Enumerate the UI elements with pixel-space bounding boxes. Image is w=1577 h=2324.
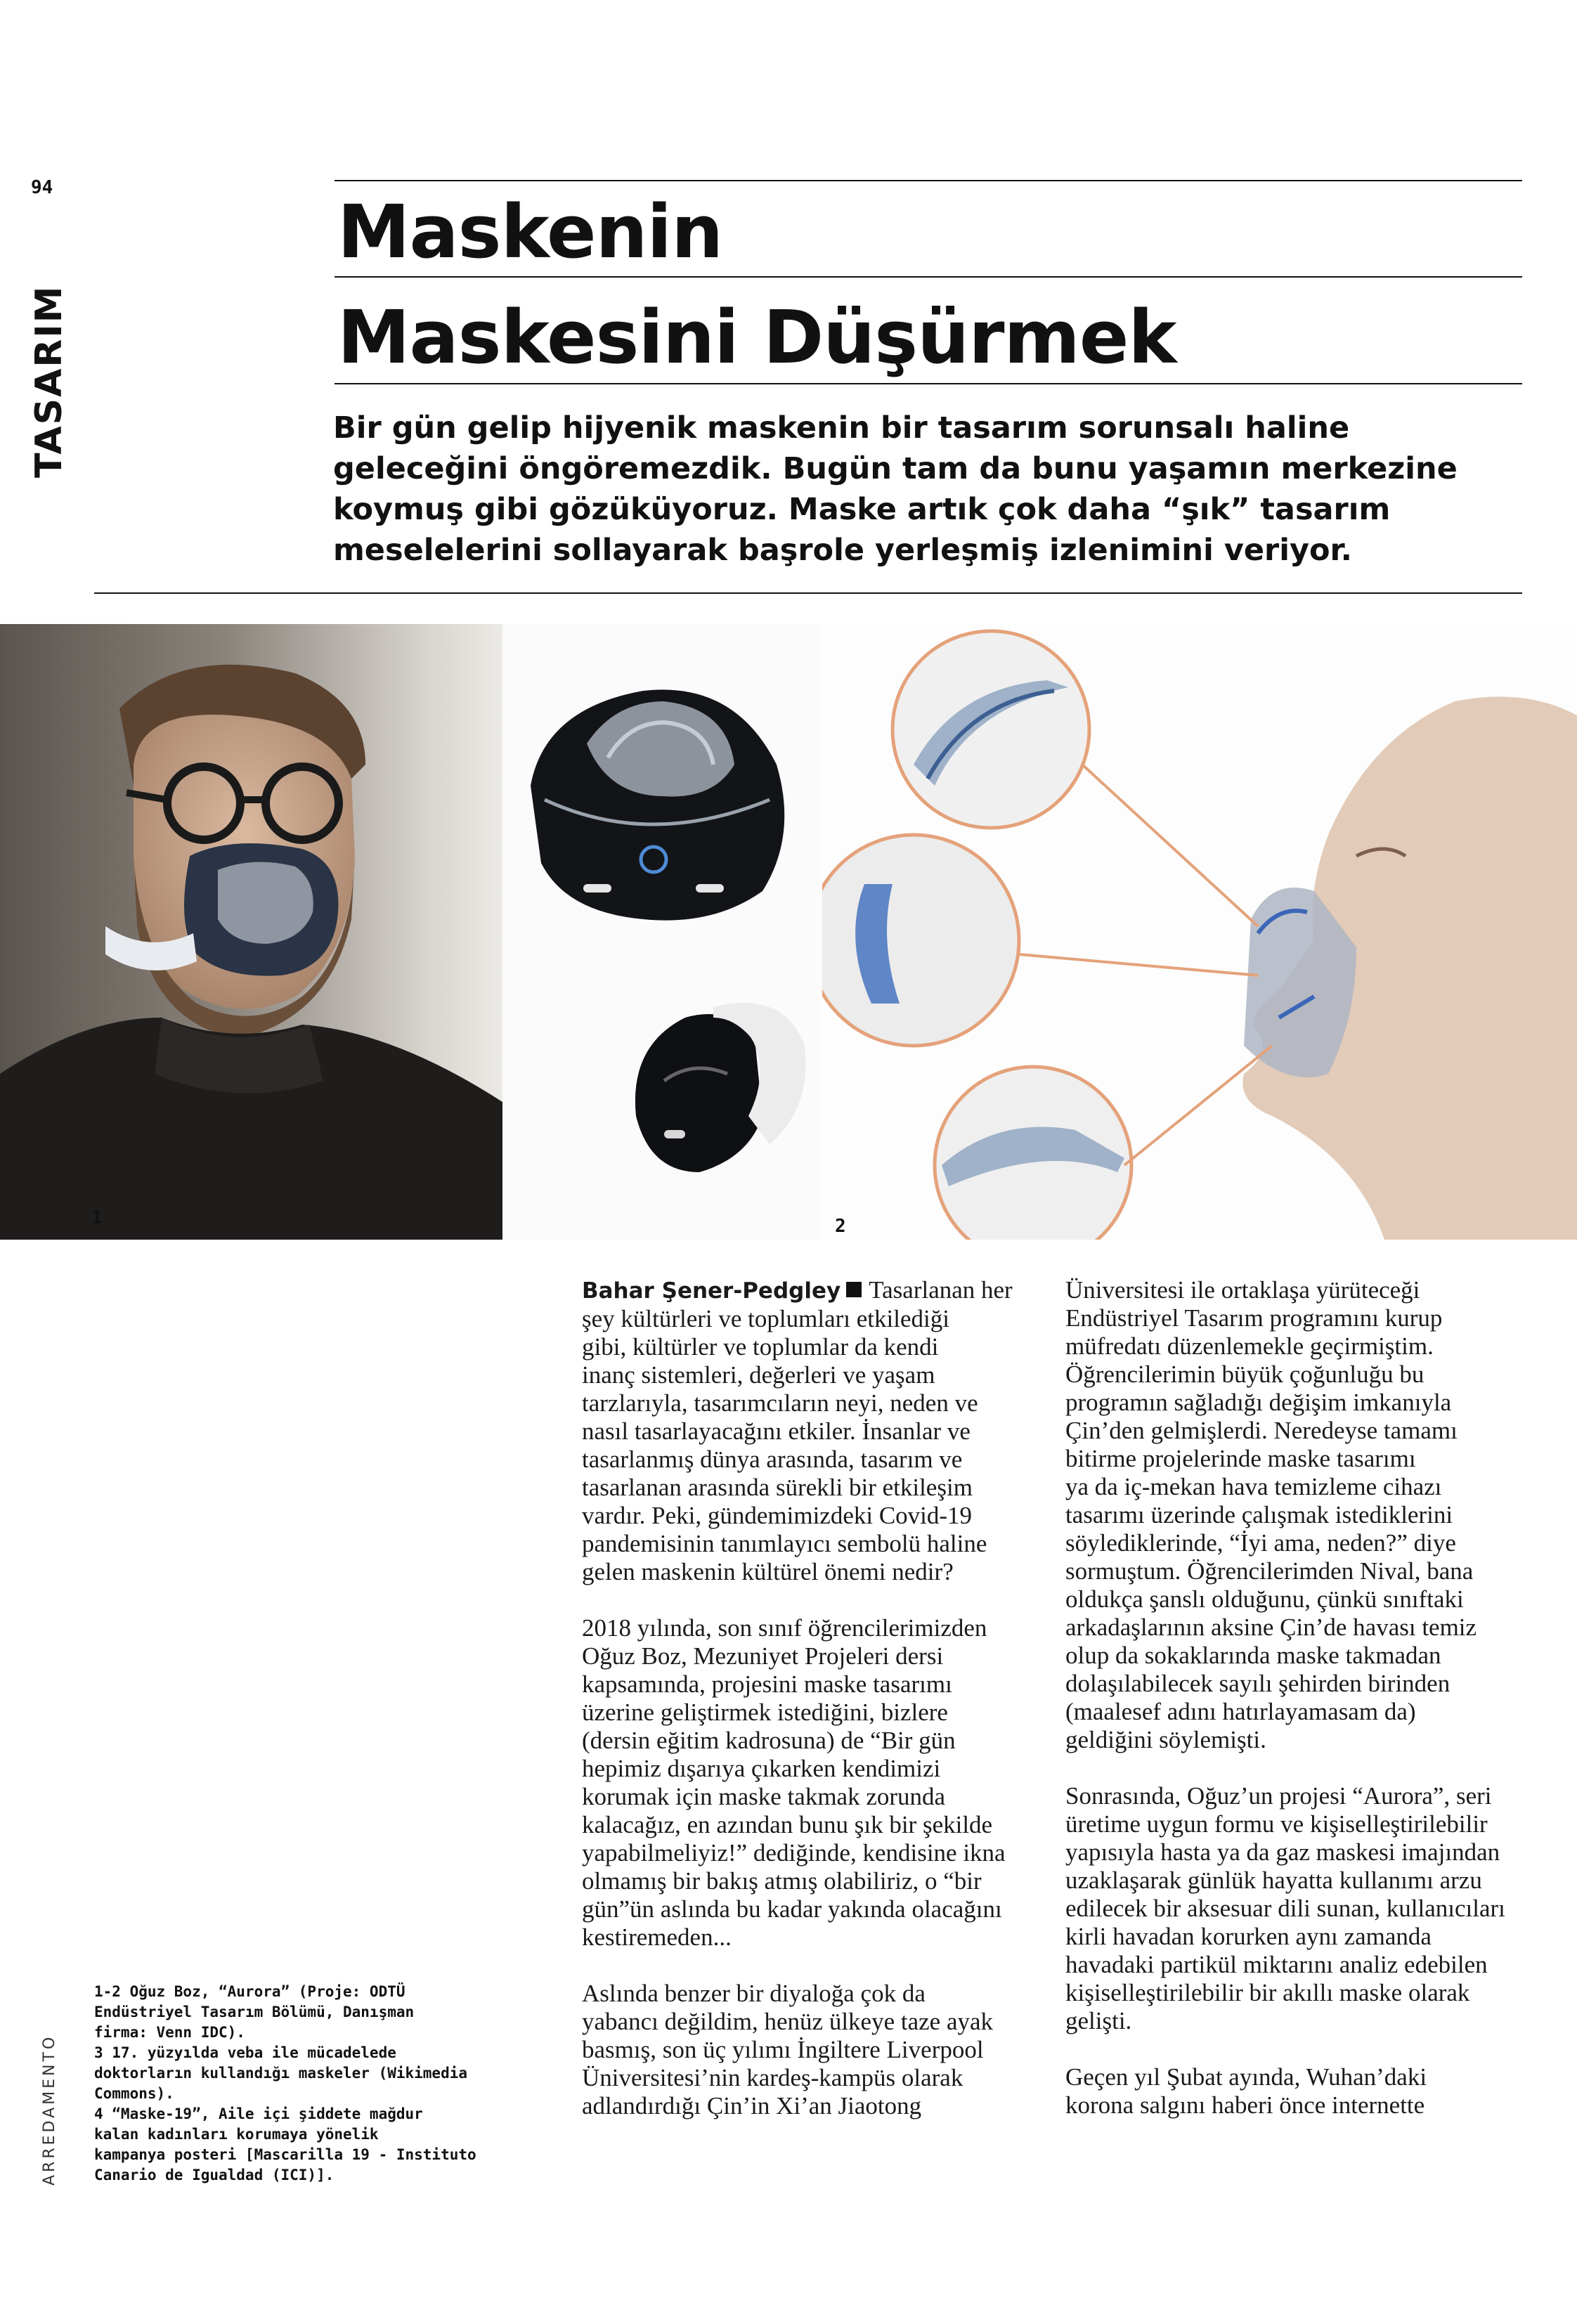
byline: Bahar Şener-Pedgley — [582, 1278, 841, 1304]
body-line: vardır. Peki, gündemimizdeki Covid-19 — [582, 1502, 973, 1529]
body-line: bitirme projelerinde maske tasarımı — [1065, 1445, 1416, 1472]
figure-1-label: 1 — [91, 1207, 103, 1228]
body-line: 2018 yılında, son sınıf öğrencilerimizden — [582, 1614, 987, 1642]
aurora-mask-illustration — [502, 624, 822, 1240]
page-number: 94 — [31, 177, 53, 198]
deck-line: koymuş gibi gözüküyoruz. Maske artık çok daha “şık” tasarım — [333, 492, 1391, 527]
deck-rule — [94, 592, 1522, 594]
body-line: gün”ün aslında bu kadar yakında olacağını — [582, 1895, 1002, 1923]
paragraph-3 — [582, 1980, 1060, 2120]
paragraph-5 — [1065, 1782, 1550, 2035]
body-line: üretime uygun formu ve kişiselleştirilebilir — [1065, 1810, 1488, 1838]
body-line: gibi, kültürler ve toplumlar da kendi — [582, 1333, 939, 1361]
body-column-1 — [582, 1276, 1060, 2148]
body-line: havadaki partikül miktarını analiz edebilen — [1065, 1951, 1488, 1978]
body-line: edilecek bir aksesuar dili sunan, kullanıcıları — [1065, 1895, 1505, 1922]
caption-line: 1-2 Oğuz Boz, “Aurora” (Proje: ODTÜ — [94, 1983, 405, 2000]
body-line: tasarlanan arasında sürekli bir etkileşim — [582, 1474, 973, 1501]
title-rule-1 — [335, 276, 1522, 278]
body-line: Üniversitesi’nin kardeş-kampüs olarak — [582, 2064, 963, 2091]
body-line: kestiremeden... — [582, 1923, 732, 1951]
body-line: Aslında benzer bir diyaloğa çok da — [582, 1980, 926, 2007]
body-line: pandemisinin tanımlayıcı sembolü haline — [582, 1530, 987, 1557]
body-line: Oğuz Boz, Mezuniyet Projeleri dersi — [582, 1642, 944, 1670]
body-line: oldukça şanslı olduğunu, çünkü sınıftaki — [1065, 1585, 1464, 1613]
photo-aurora-mask-product — [502, 624, 822, 1240]
body-line: Tasarlanan her — [869, 1276, 1013, 1304]
caption-line: kampanya posteri [Mascarilla 19 - Instituto — [94, 2146, 476, 2163]
body-line: yabancı değildim, henüz ülkeye taze ayak — [582, 2008, 994, 2035]
body-column-2 — [1065, 1276, 1550, 2148]
body-line: söylediklerinde, “İyi ama, neden?” diye — [1065, 1529, 1456, 1557]
body-line: Geçen yıl Şubat ayında, Wuhan’daki — [1065, 2063, 1427, 2091]
body-line: yapısıyla hasta ya da gaz maskesi imajından — [1065, 1838, 1500, 1866]
title-rule-2 — [335, 383, 1522, 384]
body-line: olup da sokaklarında maske takmadan — [1065, 1642, 1441, 1669]
photo-man-wearing-mask — [0, 624, 502, 1240]
title-line-2: Maskesini Düşürmek — [337, 294, 1176, 380]
figure-captions — [94, 1982, 476, 2186]
magazine-label: ARREDAMENTO — [41, 2034, 58, 2186]
body-line: korona salgını haberi önce internette — [1065, 2091, 1425, 2119]
body-line: Üniversitesi ile ortaklaşa yürüteceği — [1065, 1276, 1420, 1304]
body-line: Öğrencilerimin büyük çoğunluğu bu — [1065, 1361, 1425, 1388]
caption-line: 3 17. yüzyılda veba ile mücadelede — [94, 2044, 396, 2061]
body-line: arkadaşlarının aksine Çin’de havası temiz — [1065, 1614, 1477, 1641]
body-line: şey kültürleri ve toplumları etkilediği — [582, 1305, 949, 1332]
mask-diagram-illustration — [822, 624, 1577, 1240]
body-line: adlandırdığı Çin’in Xi’an Jiaotong — [582, 2092, 922, 2119]
body-line: (dersin eğitim kadrosuna) de “Bir gün — [582, 1727, 956, 1754]
body-line: kirli havadan korurken aynı zamanda — [1065, 1923, 1432, 1950]
body-line: tasarlanmış dünya arasında, tasarım ve — [582, 1446, 963, 1473]
body-line: korumak için maske takmak zorunda — [582, 1783, 946, 1810]
body-line: kalacağız, en azından bunu şık bir şekilde — [582, 1811, 993, 1838]
body-line: kapsamında, projesini maske tasarımı — [582, 1670, 952, 1698]
caption-line: Canario de Igualdad (ICI)]. — [94, 2167, 335, 2183]
caption-line: firma: Venn IDC). — [94, 2024, 245, 2041]
deck-line: Bir gün gelip hijyenik maskenin bir tasarım sorunsalı haline — [333, 410, 1350, 446]
body-line: (maalesef adını hatırlayamasam da) — [1065, 1698, 1416, 1725]
square-bullet-icon — [846, 1282, 862, 1297]
caption-line: Endüstriyel Tasarım Bölümü, Danışman — [94, 2004, 415, 2020]
figure-2-label: 2 — [835, 1216, 846, 1237]
body-line: Endüstriyel Tasarım programını kurup — [1065, 1304, 1443, 1332]
paragraph-1 — [582, 1276, 1060, 1586]
body-line: geldiğini söylemişti. — [1065, 1726, 1266, 1753]
deck-line: geleceğini öngöremezdik. Bugün tam da bunu yaşamın merkezine — [333, 451, 1458, 486]
body-line: inanç sistemleri, değerleri ve yaşam — [582, 1361, 935, 1389]
paragraph-4 — [1065, 1276, 1550, 1754]
body-line: tasarımı üzerinde çalışmak istediklerini — [1065, 1501, 1453, 1528]
body-line: üzerine geliştirmek istediğini, bizlere — [582, 1699, 948, 1726]
caption-line: kalan kadınları korumaya yönelik — [94, 2126, 379, 2143]
top-rule — [335, 180, 1522, 181]
body-line: olmamış bir bakış atmış olabiliriz, o “bir — [582, 1867, 982, 1895]
body-line: gelişti. — [1065, 2007, 1132, 2034]
man-illustration — [0, 624, 502, 1240]
body-line: ya da iç-mekan hava temizleme cihazı — [1065, 1473, 1442, 1500]
caption-line: doktorların kullandığı maskeler (Wikimedia — [94, 2065, 468, 2082]
deck-line: meselelerini sollayarak başrole yerleşmiş izlenimini veriyor. — [333, 533, 1352, 568]
body-line: yapabilmeliyiz!” dediğinde, kendisine ikna — [582, 1839, 1006, 1867]
body-line: dolaşılabilecek sayılı şehirden birinden — [1065, 1670, 1451, 1697]
caption-line: Commons). — [94, 2085, 174, 2102]
body-line: tarzlarıyla, tasarımcıların neyi, neden ve — [582, 1389, 978, 1417]
body-line: gelen maskenin kültürel önemi nedir? — [582, 1558, 954, 1585]
body-line: müfredatı düzenlemekle geçirmiştim. — [1065, 1332, 1434, 1360]
body-line: basmış, son üç yılımı İngiltere Liverpool — [582, 2036, 984, 2063]
paragraph-2 — [582, 1614, 1060, 1952]
body-line: Çin’den gelmişlerdi. Neredeyse tamamı — [1065, 1417, 1458, 1444]
photo-aurora-diagram — [822, 624, 1577, 1240]
body-line: uzaklaşarak günlük hayatta kullanımı arzu — [1065, 1867, 1482, 1894]
paragraph-6 — [1065, 2063, 1550, 2119]
body-line: hepimiz dışarıya çıkarken kendimizi — [582, 1755, 941, 1782]
title-line-1: Maskenin — [337, 189, 723, 275]
caption-line: 4 “Maske-19”, Aile içi şiddete mağdur — [94, 2105, 423, 2122]
section-label: TASARIM — [28, 285, 70, 478]
body-line: programın sağladığı değişim imkanıyla — [1065, 1389, 1452, 1416]
deck — [333, 408, 1542, 571]
body-line: nasıl tasarlayacağını etkiler. İnsanlar ve — [582, 1417, 971, 1445]
body-line: Sonrasında, Oğuz’un projesi “Aurora”, seri — [1065, 1782, 1492, 1810]
body-line: sormuştum. Öğrencilerimden Nival, bana — [1065, 1557, 1474, 1585]
body-line: kişiselleştirilebilir bir akıllı maske olarak — [1065, 1979, 1470, 2006]
